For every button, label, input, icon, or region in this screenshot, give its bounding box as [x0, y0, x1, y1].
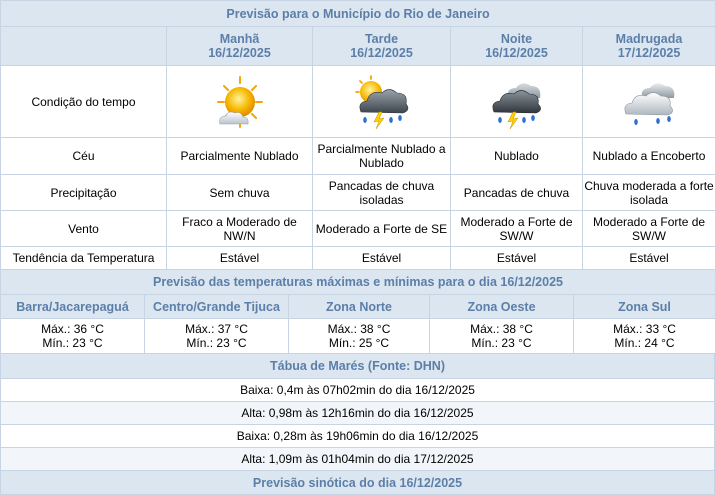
zone-temp-cell — [1, 319, 145, 354]
zone-name: Centro/Grande Tijuca — [145, 295, 289, 319]
sun-cloud-icon — [210, 74, 270, 130]
corner-cell — [1, 27, 167, 66]
condition-cell — [313, 66, 451, 138]
tide-row: Baixa: 0,28m às 19h06min do dia 16/12/2025 — [1, 425, 715, 448]
zone-temp-cell — [574, 319, 715, 354]
sky-cell: Parcialmente Nublado — [167, 138, 313, 175]
period-header — [313, 27, 451, 66]
zone-max: Máx.: 37 °C — [185, 322, 248, 336]
zone-name: Barra/Jacarepaguá — [1, 295, 145, 319]
period-name: Madrugada — [616, 32, 683, 46]
rain-cloud-icon — [618, 74, 680, 130]
row-label-trend: Tendência da Temperatura — [1, 247, 167, 270]
zone-max: Máx.: 33 °C — [613, 322, 676, 336]
period-header — [583, 27, 715, 66]
period-name: Manhã — [220, 32, 260, 46]
zone-max: Máx.: 38 °C — [328, 322, 391, 336]
zone-min: Mín.: 23 °C — [471, 336, 531, 350]
period-header — [451, 27, 583, 66]
period-name: Noite — [501, 32, 532, 46]
storm-cloud-icon — [486, 74, 548, 130]
tides-table — [0, 353, 715, 495]
zone-min: Mín.: 24 °C — [614, 336, 674, 350]
sky-cell: Nublado — [451, 138, 583, 175]
temperature-table — [0, 269, 715, 354]
precip-cell: Chuva moderada a forte isolada — [583, 175, 715, 211]
tides-title: Tábua de Marés (Fonte: DHN) — [1, 354, 715, 379]
synoptic-title: Previsão sinótica do dia 16/12/2025 — [1, 471, 715, 495]
zone-min: Mín.: 25 °C — [329, 336, 389, 350]
wind-cell: Moderado a Forte de SW/W — [451, 211, 583, 247]
precip-cell: Pancadas de chuva — [451, 175, 583, 211]
sky-cell: Nublado a Encoberto — [583, 138, 715, 175]
forecast-title: Previsão para o Município do Rio de Janeiro — [1, 1, 715, 27]
zone-max: Máx.: 36 °C — [41, 322, 104, 336]
trend-cell: Estável — [167, 247, 313, 270]
wind-cell: Moderado a Forte de SW/W — [583, 211, 715, 247]
temperatures-title: Previsão das temperaturas máximas e mínimas para o dia 16/12/2025 — [1, 270, 715, 295]
period-name: Tarde — [365, 32, 398, 46]
wind-cell: Moderado a Forte de SE — [313, 211, 451, 247]
period-date: 16/12/2025 — [485, 46, 548, 60]
zone-min: Mín.: 23 °C — [42, 336, 102, 350]
period-date: 17/12/2025 — [618, 46, 681, 60]
row-label-condition: Condição do tempo — [1, 66, 167, 138]
row-label-wind: Vento — [1, 211, 167, 247]
sky-cell: Parcialmente Nublado a Nublado — [313, 138, 451, 175]
sun-storm-icon — [351, 74, 413, 130]
tide-row: Alta: 1,09m às 01h04min do dia 17/12/2025 — [1, 448, 715, 471]
precip-cell: Pancadas de chuva isoladas — [313, 175, 451, 211]
zone-max: Máx.: 38 °C — [470, 322, 533, 336]
zone-temp-cell — [430, 319, 574, 354]
zone-name: Zona Sul — [574, 295, 715, 319]
zone-min: Mín.: 23 °C — [186, 336, 246, 350]
row-label-precip: Precipitação — [1, 175, 167, 211]
tide-row: Baixa: 0,4m às 07h02min do dia 16/12/2025 — [1, 379, 715, 402]
period-date: 16/12/2025 — [208, 46, 271, 60]
trend-cell: Estável — [313, 247, 451, 270]
wind-cell: Fraco a Moderado de NW/N — [167, 211, 313, 247]
zone-name: Zona Norte — [289, 295, 430, 319]
trend-cell: Estável — [583, 247, 715, 270]
tide-row: Alta: 0,98m às 12h16min do dia 16/12/2025 — [1, 402, 715, 425]
trend-cell: Estável — [451, 247, 583, 270]
condition-cell — [167, 66, 313, 138]
precip-cell: Sem chuva — [167, 175, 313, 211]
zone-temp-cell — [145, 319, 289, 354]
zone-temp-cell — [289, 319, 430, 354]
row-label-sky: Céu — [1, 138, 167, 175]
period-header — [167, 27, 313, 66]
zone-name: Zona Oeste — [430, 295, 574, 319]
condition-cell — [451, 66, 583, 138]
period-date: 16/12/2025 — [350, 46, 413, 60]
condition-cell — [583, 66, 715, 138]
